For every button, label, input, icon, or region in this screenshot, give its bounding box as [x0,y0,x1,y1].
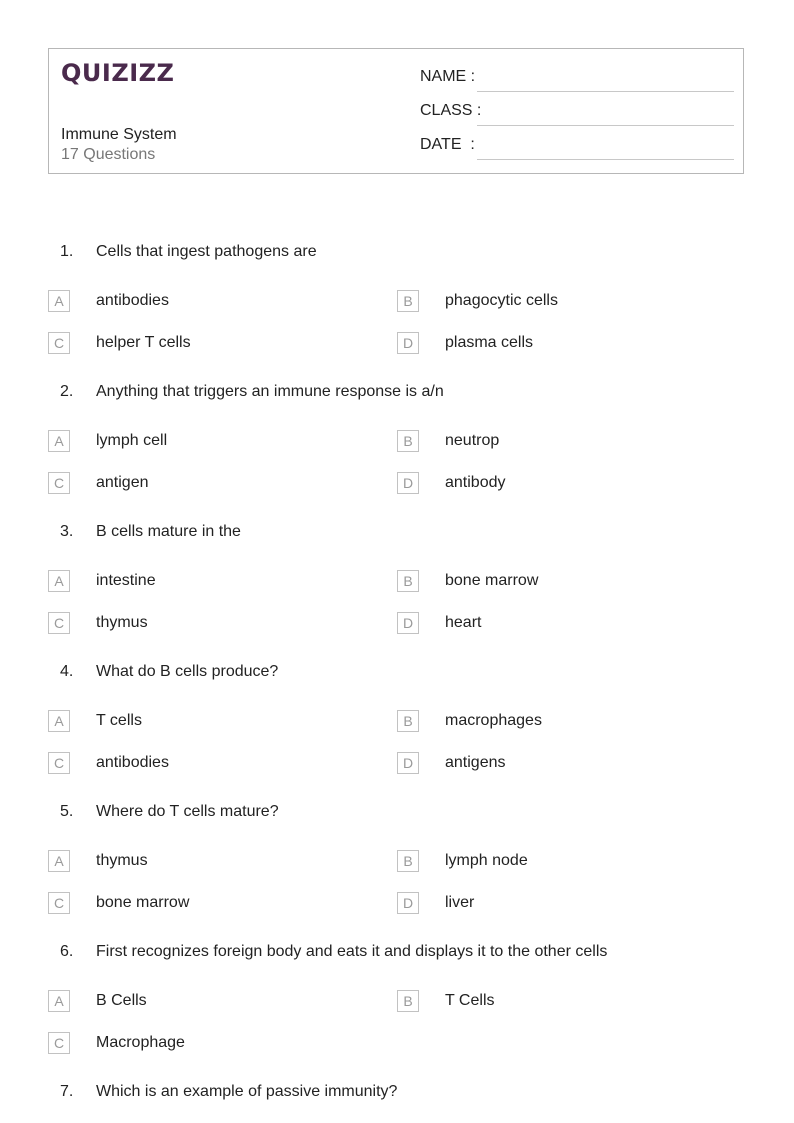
question-number: 3. [60,523,74,540]
option-text: antibody [445,474,506,491]
option-letter: D [397,472,419,494]
name-label: NAME : [420,68,476,85]
option-letter: A [48,570,70,592]
question-text: B cells mature in the [96,523,241,540]
class-label: CLASS : [420,102,482,119]
option-text: bone marrow [96,894,190,911]
question-text: What do B cells produce? [96,663,279,680]
option-text: antibodies [96,292,169,309]
option-letter: A [48,990,70,1012]
name-field[interactable] [420,68,734,92]
option-text: phagocytic cells [445,292,558,309]
option-letter: D [397,752,419,774]
option-letter: C [48,472,70,494]
question-count: 17 Questions [61,146,156,163]
option-letter: B [397,430,419,452]
date-label: DATE : [420,136,475,153]
option-letter: D [397,892,419,914]
option-letter: A [48,710,70,732]
option-text: antigens [445,754,506,771]
date-field[interactable] [420,136,734,160]
option-letter: D [397,612,419,634]
option-text: Macrophage [96,1034,185,1051]
option-text: bone marrow [445,572,539,589]
option-letter: B [397,990,419,1012]
option-letter: C [48,332,70,354]
question-number: 4. [60,663,74,680]
option-letter: A [48,850,70,872]
option-text: lymph node [445,852,528,869]
option-letter: C [48,1032,70,1054]
name-line[interactable] [477,91,734,92]
question-text: Which is an example of passive immunity? [96,1083,398,1100]
quizizz-logo: QUIZIZZ [61,59,175,87]
option-text: thymus [96,852,148,869]
option-letter: B [397,290,419,312]
option-text: thymus [96,614,148,631]
worksheet-title: Immune System [61,126,177,143]
option-letter: B [397,850,419,872]
option-text: T Cells [445,992,495,1009]
option-text: liver [445,894,475,911]
question-text: Where do T cells mature? [96,803,279,820]
option-letter: C [48,612,70,634]
question-number: 2. [60,383,74,400]
option-text: lymph cell [96,432,168,449]
question-text: Anything that triggers an immune response is a/n [96,383,444,400]
date-line[interactable] [477,159,734,160]
option-letter: A [48,430,70,452]
option-text: helper T cells [96,334,191,351]
question-number: 1. [60,243,74,260]
option-letter: C [48,752,70,774]
option-text: neutrop [445,432,500,449]
option-text: macrophages [445,712,542,729]
option-letter: D [397,332,419,354]
question-number: 6. [60,943,74,960]
option-text: intestine [96,572,156,589]
question-number: 5. [60,803,74,820]
option-text: antigen [96,474,149,491]
class-line[interactable] [477,125,734,126]
option-letter: C [48,892,70,914]
option-text: T cells [96,712,142,729]
class-field[interactable] [420,102,734,126]
option-letter: A [48,290,70,312]
question-number: 7. [60,1083,74,1100]
option-text: B Cells [96,992,147,1009]
option-letter: B [397,570,419,592]
option-text: antibodies [96,754,169,771]
worksheet-header [48,48,744,174]
option-text: plasma cells [445,334,534,351]
question-text: First recognizes foreign body and eats it and displays it to the other cells [96,943,608,960]
question-text: Cells that ingest pathogens are [96,243,317,260]
option-letter: B [397,710,419,732]
option-text: heart [445,614,482,631]
